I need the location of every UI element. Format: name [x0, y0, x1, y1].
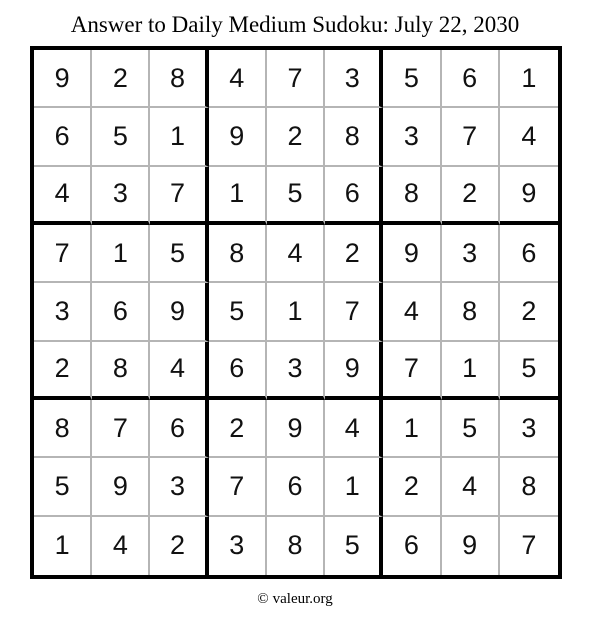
sudoku-cell: 9	[150, 283, 208, 341]
sudoku-cell: 4	[150, 342, 208, 400]
sudoku-cell: 4	[383, 283, 441, 341]
sudoku-cell: 2	[500, 283, 558, 341]
sudoku-cell: 4	[34, 167, 92, 225]
sudoku-cell: 9	[209, 108, 267, 166]
site-name: valeur.org	[272, 591, 333, 607]
sudoku-cell: 6	[267, 458, 325, 516]
sudoku-cell: 4	[500, 108, 558, 166]
sudoku-cell: 1	[267, 283, 325, 341]
sudoku-cell: 1	[150, 108, 208, 166]
sudoku-cell: 1	[34, 517, 92, 575]
sudoku-cell: 5	[325, 517, 383, 575]
sudoku-cell: 5	[500, 342, 558, 400]
sudoku-cell: 5	[267, 167, 325, 225]
sudoku-cell: 5	[442, 400, 500, 458]
sudoku-cell: 9	[442, 517, 500, 575]
sudoku-cell: 1	[209, 167, 267, 225]
sudoku-cell: 4	[325, 400, 383, 458]
sudoku-cell: 2	[383, 458, 441, 516]
sudoku-cell: 7	[267, 50, 325, 108]
sudoku-cell: 5	[92, 108, 150, 166]
sudoku-cell: 1	[500, 50, 558, 108]
sudoku-cell: 6	[383, 517, 441, 575]
copyright-symbol: ©	[257, 591, 269, 607]
sudoku-cell: 8	[34, 400, 92, 458]
page-title: Answer to Daily Medium Sudoku: July 22, 2030	[70, 12, 520, 37]
sudoku-cell: 6	[209, 342, 267, 400]
sudoku-cell: 7	[92, 400, 150, 458]
sudoku-cell: 8	[92, 342, 150, 400]
sudoku-cell: 2	[34, 342, 92, 400]
sudoku-cell: 3	[267, 342, 325, 400]
sudoku-cell: 8	[442, 283, 500, 341]
sudoku-cell: 1	[383, 400, 441, 458]
sudoku-cell: 8	[150, 50, 208, 108]
sudoku-cell: 5	[34, 458, 92, 516]
sudoku-cell: 8	[383, 167, 441, 225]
sudoku-cell: 7	[521, 530, 537, 561]
sudoku-cell: 9	[325, 342, 383, 400]
sudoku-cell: 7	[325, 283, 383, 341]
sudoku-cell: 8	[209, 225, 267, 283]
sudoku-cell: 2	[442, 167, 500, 225]
sudoku-cell: 4	[442, 458, 500, 516]
sudoku-cell: 1	[442, 342, 500, 400]
sudoku-cell: 9	[34, 50, 92, 108]
sudoku-cell: 6	[325, 167, 383, 225]
sudoku-cell: 2	[267, 108, 325, 166]
sudoku-cell: 3	[34, 283, 92, 341]
sudoku-cell: 9	[383, 225, 441, 283]
sudoku-cell: 4	[209, 50, 267, 108]
sudoku-cell: 3	[150, 458, 208, 516]
sudoku-cell: 1	[325, 458, 383, 516]
sudoku-cell: 3	[383, 108, 441, 166]
sudoku-cell: 2	[150, 517, 208, 575]
sudoku-cell: 5	[150, 225, 208, 283]
sudoku-cell: 9	[92, 458, 150, 516]
sudoku-cell: 8	[267, 517, 325, 575]
sudoku-cell: 4	[92, 517, 150, 575]
sudoku-cell: 6	[92, 283, 150, 341]
sudoku-cell: 2	[209, 400, 267, 458]
sudoku-cell: 9	[500, 167, 558, 225]
sudoku-cell: 3	[442, 225, 500, 283]
sudoku-cell: 3	[92, 167, 150, 225]
sudoku-cell: 2	[92, 50, 150, 108]
sudoku-cell: 7	[34, 225, 92, 283]
sudoku-cell: 6	[500, 225, 558, 283]
sudoku-cell: 7	[209, 458, 267, 516]
sudoku-cell: 3	[500, 400, 558, 458]
sudoku-cell: 7	[442, 108, 500, 166]
sudoku-cell: 6	[442, 50, 500, 108]
sudoku-cell: 3	[325, 50, 383, 108]
sudoku-cell: 5	[383, 50, 441, 108]
sudoku-cell: 3	[209, 517, 267, 575]
sudoku-cell: 7	[150, 167, 208, 225]
sudoku-board	[30, 46, 562, 579]
sudoku-cell: 9	[267, 400, 325, 458]
sudoku-cell: 6	[150, 400, 208, 458]
sudoku-cell: 5	[209, 283, 267, 341]
sudoku-cell: 1	[92, 225, 150, 283]
sudoku-cell: 8	[500, 458, 558, 516]
sudoku-cell: 2	[325, 225, 383, 283]
sudoku-cell: 8	[325, 108, 383, 166]
sudoku-cell: 4	[267, 225, 325, 283]
footer	[0, 588, 590, 610]
sudoku-cell: 6	[34, 108, 92, 166]
sudoku-cell: 7	[383, 342, 441, 400]
